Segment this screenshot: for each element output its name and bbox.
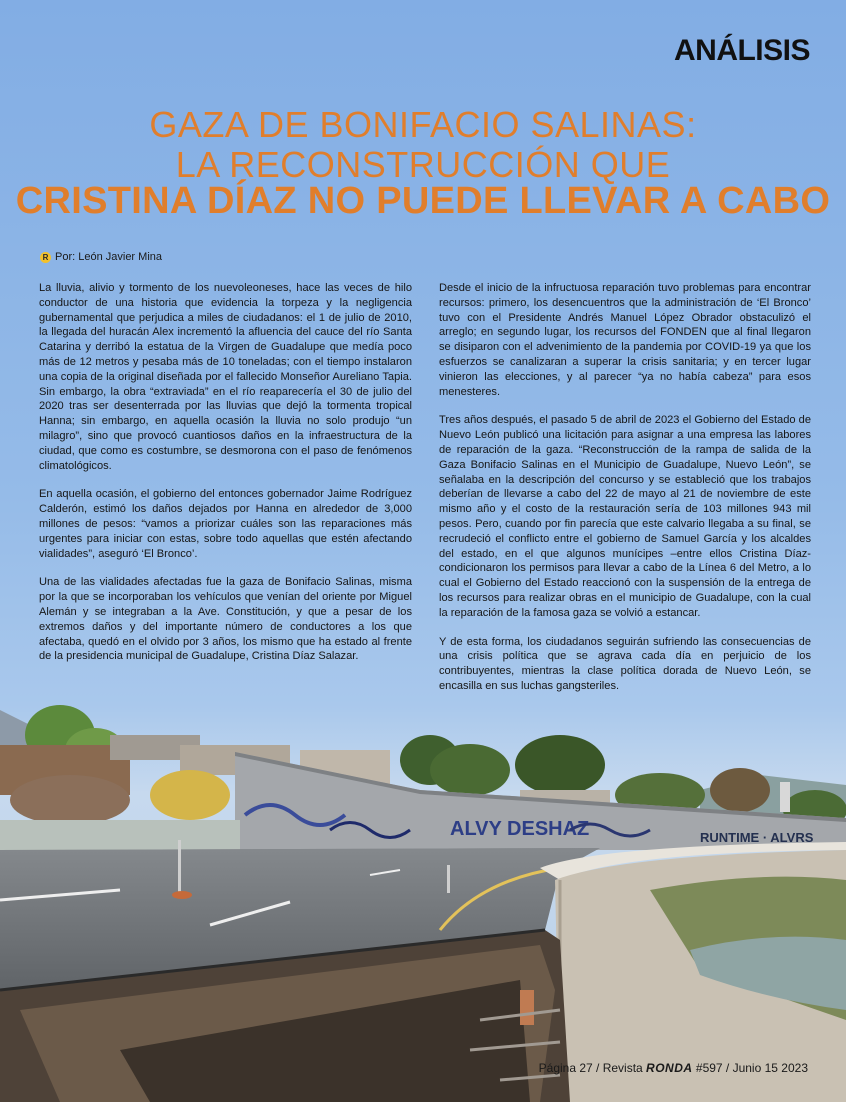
graffiti-tag: ALVY DESHAZ — [450, 818, 590, 840]
paragraph: Tres años después, el pasado 5 de abril de 2023 el Gobierno del Estado de Nuevo León publicó una licitación para asignar a una empresa las labores de reparación de la gaza. “Reconstrucción de la rampa de salida de la Gaza Bonifacio Salinas en el Municipio de Guadalupe, Nuevo León”, se señalaba en la descripción del concurso y se estableció que los trabajos deberían de llevarse a cabo del 22 de mayo al 21 de noviembre de este mismo año y el costo de la restauración sería de 103 millones 943 mil pesos. Pero, cuando por fin parecía que este calvario llegaba a su final, se recrudeció el conflicto entre el gobierno de Samuel García y los alcaldes del estado, en el que algunos munícipes –entre ellos Cristina Díaz- condicionaron los permisos para llevar a cabo de la Línea 6 del Metro, a lo cual el Gobierno del Estado reaccionó con la suspensión de la entrega de los recursos para realizar obras en el municipio de Guadalupe, con la cual la reparación de la famosa gaza se volvió a estancar. — [439, 414, 811, 619]
section-label: ANÁLISIS — [673, 34, 810, 67]
article-title-line-2: LA RECONSTRUCCIÓN QUE — [175, 144, 671, 185]
article-column-left — [39, 281, 412, 678]
graffiti-tag: RUNTIME · ALVRS — [700, 830, 814, 845]
collapsed-road-photo — [0, 690, 846, 1102]
paragraph: Y de esta forma, los ciudadanos seguirán sufriendo las consecuencias de una crisis política que se agrava cada día en perjuicio de los contribuyentes, mientras la clase política dorada de Nuevo León, se encasilla en sus luchas gangsteriles. — [439, 635, 811, 692]
paragraph: La lluvia, alivio y tormento de los nuevoleoneses, hace las veces de hilo conductor de una historia que evidencia la torpeza y la negligencia gubernamental que perjudica a miles de ciudadanos: el 1 de julio de 2010, la llegada del huracán Alex incrementó la afluencia del cauce del río Santa Catarina y derribó la estatua de la Virgen de Guadalupe que medía poco más de 12 metros y pesaba más de 10 toneladas; con el tiempo instalaron una copia de la original diseñada por el fallecido Monseñor Aureliano Tapia. Sin embargo, la obra “extraviada” en el río reaparecería el 30 de julio del 2020 tras ser desenterrada por las lluvias que dejó la tormenta tropical Hanna; sin embargo, en aquella ocasión la lluvia no solo produjo “un milagro”, sino que provocó cuantiosos daños en la infraestructura de la ciudad, que como es costumbre, se desmorona con el paso de fenómenos climatológicos. — [39, 282, 412, 472]
paragraph: Una de las vialidades afectadas fue la gaza de Bonifacio Salinas, misma por la que se incorporaban los vehículos que venían del oriente por Miguel Alemán y se integraban a la Ave. Constitución, y que a pesar de los extremos daños y del importante número de conductores a los que afectaba, quedó en el olvido por 3 años, los mismo que ha estado al frente de la presidencia municipal de Guadalupe, Cristina Díaz Salazar. — [39, 576, 412, 663]
footer-issue: #597 / Junio 15 2023 — [695, 1061, 808, 1075]
paragraph: Desde el inicio de la infructuosa reparación tuvo problemas para encontrar recursos: primero, los desencuentros que la administración de ‘El Bronco’ tuvo con el Presidente Andrés Manuel López Obrador obstaculizó el arreglo; en segundo lugar, los recursos del FONDEN que al final llegaron se disiparon con el advenimiento de la pandemia por COVID-19 ya que los esfuerzos se canalizaran a superar la crisis sanitaria; y en tercer lugar vinieron las elecciones, y al parecer “ya no había cabeza” para esos menesteres. — [439, 282, 811, 398]
paragraph: En aquella ocasión, el gobierno del entonces gobernador Jaime Rodríguez Calderón, estimó los daños dejados por Hanna en alrededor de 3,000 millones de pesos: “vamos a priorizar cuáles son las reparaciones más urgentes para iniciar con estas, sobre todo aquellas que estén afectando vialidades”, aseguró ‘El Bronco’. — [39, 488, 412, 560]
article-title-line-1: GAZA DE BONIFACIO SALINAS: — [149, 104, 697, 145]
article-title-line-3: CRISTINA DÍAZ NO PUEDE LLEVAR A CABO — [15, 180, 831, 222]
footer-page: Página 27 / Revista — [538, 1061, 643, 1075]
article-column-right — [439, 281, 811, 708]
page-footer — [539, 1061, 808, 1075]
byline — [40, 251, 162, 263]
ronda-logo-icon: R — [40, 252, 51, 263]
byline-author: Por: León Javier Mina — [55, 251, 162, 263]
footer-brand: RONDA — [646, 1061, 693, 1075]
